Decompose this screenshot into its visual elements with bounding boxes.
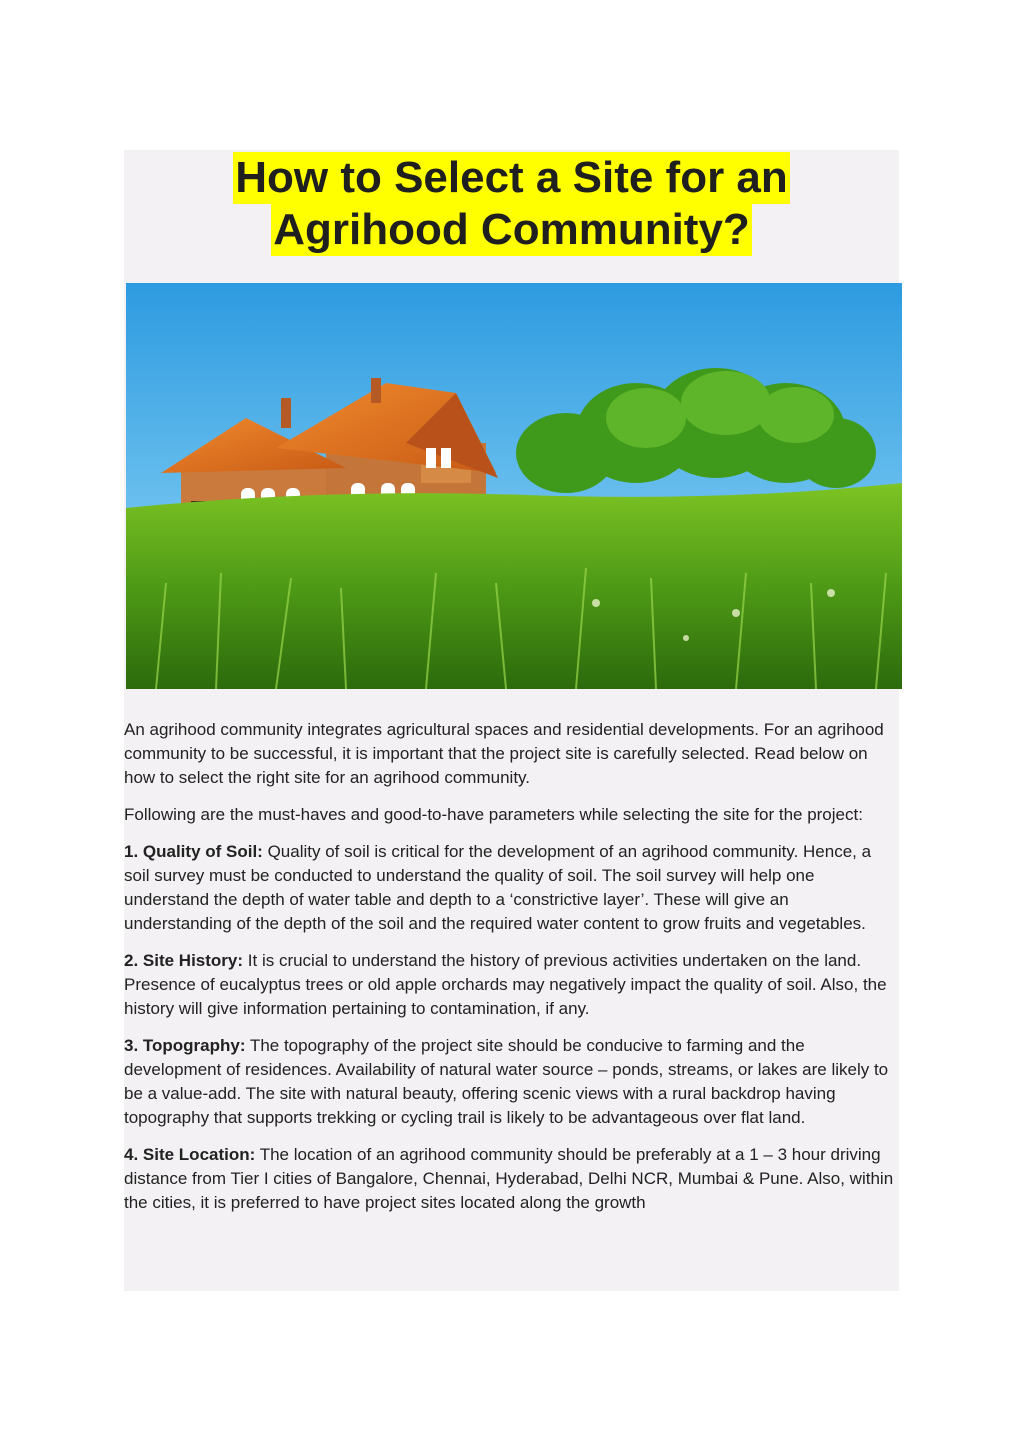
article-body (124, 718, 900, 1228)
list-item (124, 1143, 900, 1215)
list-item (124, 1034, 900, 1130)
intro-paragraph: An agrihood community integrates agricultural spaces and residential developments. For an agrihood community to be successful, it is important that the project site is carefully selected. Read below on how to select the right site for an agrihood community. (124, 720, 884, 787)
item-text: It is crucial to understand the history of previous activities undertaken on the land. Presence of eucalyptus trees or old apple orchards may negatively impact the quality of soil. Also, the history will give information pertaining to contamination, if any. (124, 951, 887, 1018)
house-field-photo (126, 283, 902, 689)
item-text: Quality of soil is critical for the development of an agrihood community. Hence, a soil survey must be conducted to understand the quality of soil. The soil survey will help one understand the depth of water table and depth to a ‘constrictive layer’. These will give an understanding of the depth of the soil and the required water content to grow fruits and vegetables. (124, 842, 872, 933)
item-label: 4. Site Location: (124, 1145, 256, 1164)
item-label: 2. Site History: (124, 951, 244, 970)
title-line-1: How to Select a Site for an (235, 153, 788, 202)
item-label: 3. Topography: (124, 1036, 246, 1055)
list-item (124, 840, 900, 936)
list-item (124, 949, 900, 1021)
document-card (124, 150, 899, 1291)
item-text: The topography of the project site should be conducive to farming and the development of residences. Availability of natural water source – ponds, streams, or lakes are likely to be a value-add. The site with natural beauty, offering scenic views with a rural backdrop having topography that supports trekking or cycling trail is likely to be advantageous over flat land. (124, 1036, 889, 1127)
page-title (124, 150, 899, 275)
title-line-2: Agrihood Community? (273, 205, 750, 254)
item-label: 1. Quality of Soil: (124, 842, 263, 861)
lead-paragraph: Following are the must-haves and good-to-have parameters while selecting the site for the project: (124, 805, 863, 824)
house-field-photo-icon (126, 283, 902, 689)
item-text: The location of an agrihood community should be preferably at a 1 – 3 hour driving distance from Tier I cities of Bangalore, Chennai, Hyderabad, Delhi NCR, Mumbai & Pune. Also, within the cities, it is preferred to have project sites located along the growth (124, 1145, 894, 1212)
